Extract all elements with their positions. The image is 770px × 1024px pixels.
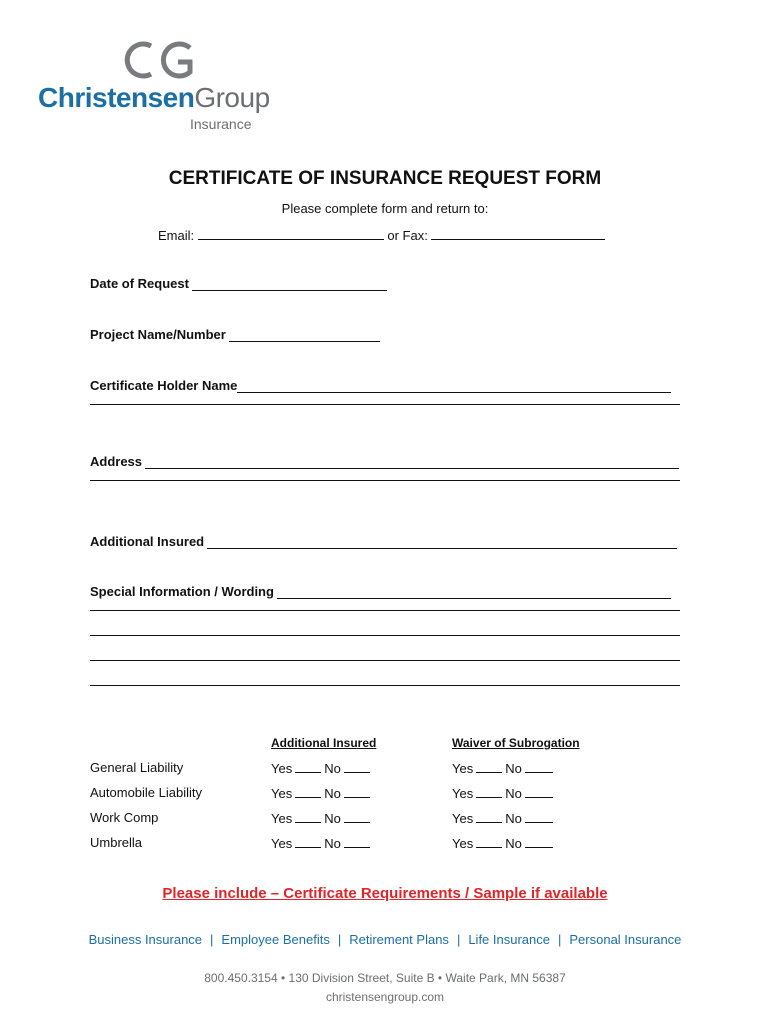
separator: | [456, 932, 461, 947]
yes-blank[interactable] [295, 835, 321, 848]
work-comp-additional-insured [271, 810, 373, 826]
service-life-insurance: Life Insurance [468, 932, 550, 947]
no-blank[interactable] [344, 810, 370, 823]
page-title: CERTIFICATE OF INSURANCE REQUEST FORM [168, 168, 602, 189]
yes-blank[interactable] [295, 785, 321, 798]
umbrella-additional-insured [271, 835, 373, 851]
no-blank[interactable] [525, 785, 553, 798]
date-of-request-field[interactable] [192, 277, 387, 291]
general-liability-additional-insured [271, 760, 373, 776]
no-label: No [505, 836, 522, 851]
project-field[interactable] [229, 328, 380, 342]
special-info-field-line-3[interactable] [90, 635, 680, 636]
yes-label: Yes [452, 786, 474, 801]
yes-label: Yes [452, 836, 474, 851]
include-requirements-note: Please include – Certificate Requirements / Sample if available [162, 885, 608, 902]
certificate-holder-field[interactable] [237, 379, 671, 393]
separator: | [337, 932, 342, 947]
logo-name-group: Group [194, 82, 270, 113]
yes-blank[interactable] [476, 760, 502, 773]
no-label: No [324, 811, 341, 826]
company-address: 800.450.3154 • 130 Division Street, Suite B • Waite Park, MN 56387 [204, 971, 566, 985]
yes-label: Yes [452, 811, 474, 826]
logo-name-christensen: Christensen [38, 82, 195, 113]
no-label: No [505, 811, 522, 826]
yes-label: Yes [271, 811, 293, 826]
no-label: No [505, 786, 522, 801]
company-logo [38, 38, 278, 138]
umbrella-waiver [452, 835, 556, 851]
date-of-request-label: Date of Request [90, 276, 189, 291]
company-website: christensengroup.com [325, 990, 445, 1004]
additional-insured-column-header: Additional Insured [271, 736, 377, 750]
special-info-field-line-4[interactable] [90, 660, 680, 661]
automobile-liability-additional-insured [271, 785, 373, 801]
special-info-label: Special Information / Wording [90, 584, 274, 599]
service-personal-insurance: Personal Insurance [569, 932, 682, 947]
additional-insured-row [90, 534, 677, 549]
yes-blank[interactable] [476, 785, 502, 798]
no-label: No [324, 836, 341, 851]
service-employee-benefits: Employee Benefits [221, 932, 330, 947]
separator: | [558, 932, 562, 947]
yes-blank[interactable] [295, 760, 321, 773]
no-blank[interactable] [525, 810, 553, 823]
certificate-holder-row [90, 378, 671, 393]
automobile-liability-waiver [452, 785, 556, 801]
special-info-field-line-5[interactable] [90, 685, 680, 686]
yes-blank[interactable] [476, 810, 502, 823]
fax-field[interactable] [431, 227, 605, 240]
yes-label: Yes [452, 761, 474, 776]
yes-blank[interactable] [295, 810, 321, 823]
address-row [90, 454, 679, 469]
email-label: Email: [158, 228, 195, 243]
general-liability-waiver [452, 760, 556, 776]
service-retirement-plans: Retirement Plans [349, 932, 449, 947]
yes-blank[interactable] [476, 835, 502, 848]
coverage-label-work-comp: Work Comp [90, 810, 159, 825]
special-info-row [90, 584, 671, 599]
no-blank[interactable] [525, 835, 553, 848]
logo-wordmark [38, 84, 270, 112]
additional-insured-field[interactable] [207, 535, 677, 549]
yes-label: Yes [271, 761, 293, 776]
no-label: No [505, 761, 522, 776]
return-contact-line [158, 227, 605, 243]
no-blank[interactable] [344, 835, 370, 848]
page-subtitle: Please complete form and return to: [281, 201, 489, 216]
coverage-label-general-liability: General Liability [90, 760, 184, 775]
services-list [0, 932, 770, 947]
coverage-label-umbrella: Umbrella [90, 835, 143, 850]
coverage-label-automobile-liability: Automobile Liability [90, 785, 203, 800]
yes-label: Yes [271, 786, 293, 801]
special-info-field[interactable] [277, 585, 671, 599]
certificate-holder-label: Certificate Holder Name [90, 378, 238, 393]
no-label: No [324, 786, 341, 801]
address-label: Address [90, 454, 143, 469]
project-label: Project Name/Number [90, 327, 226, 342]
separator: | [210, 932, 214, 947]
address-field-line-2[interactable] [90, 480, 680, 481]
date-of-request-row [90, 276, 387, 291]
yes-label: Yes [271, 836, 293, 851]
no-blank[interactable] [344, 785, 370, 798]
no-label: No [324, 761, 341, 776]
no-blank[interactable] [344, 760, 370, 773]
logo-subline: Insurance [190, 116, 252, 132]
fax-label: or Fax: [387, 228, 428, 243]
special-info-field-line-2[interactable] [90, 610, 680, 611]
certificate-holder-field-line-2[interactable] [90, 404, 680, 405]
address-field[interactable] [145, 455, 679, 469]
work-comp-waiver [452, 810, 556, 826]
project-row [90, 327, 380, 342]
no-blank[interactable] [525, 760, 553, 773]
email-field[interactable] [198, 227, 384, 240]
waiver-column-header: Waiver of Subrogation [452, 736, 580, 750]
additional-insured-label: Additional Insured [90, 534, 205, 549]
service-business-insurance: Business Insurance [88, 932, 203, 947]
cg-monogram-logo [118, 38, 198, 82]
